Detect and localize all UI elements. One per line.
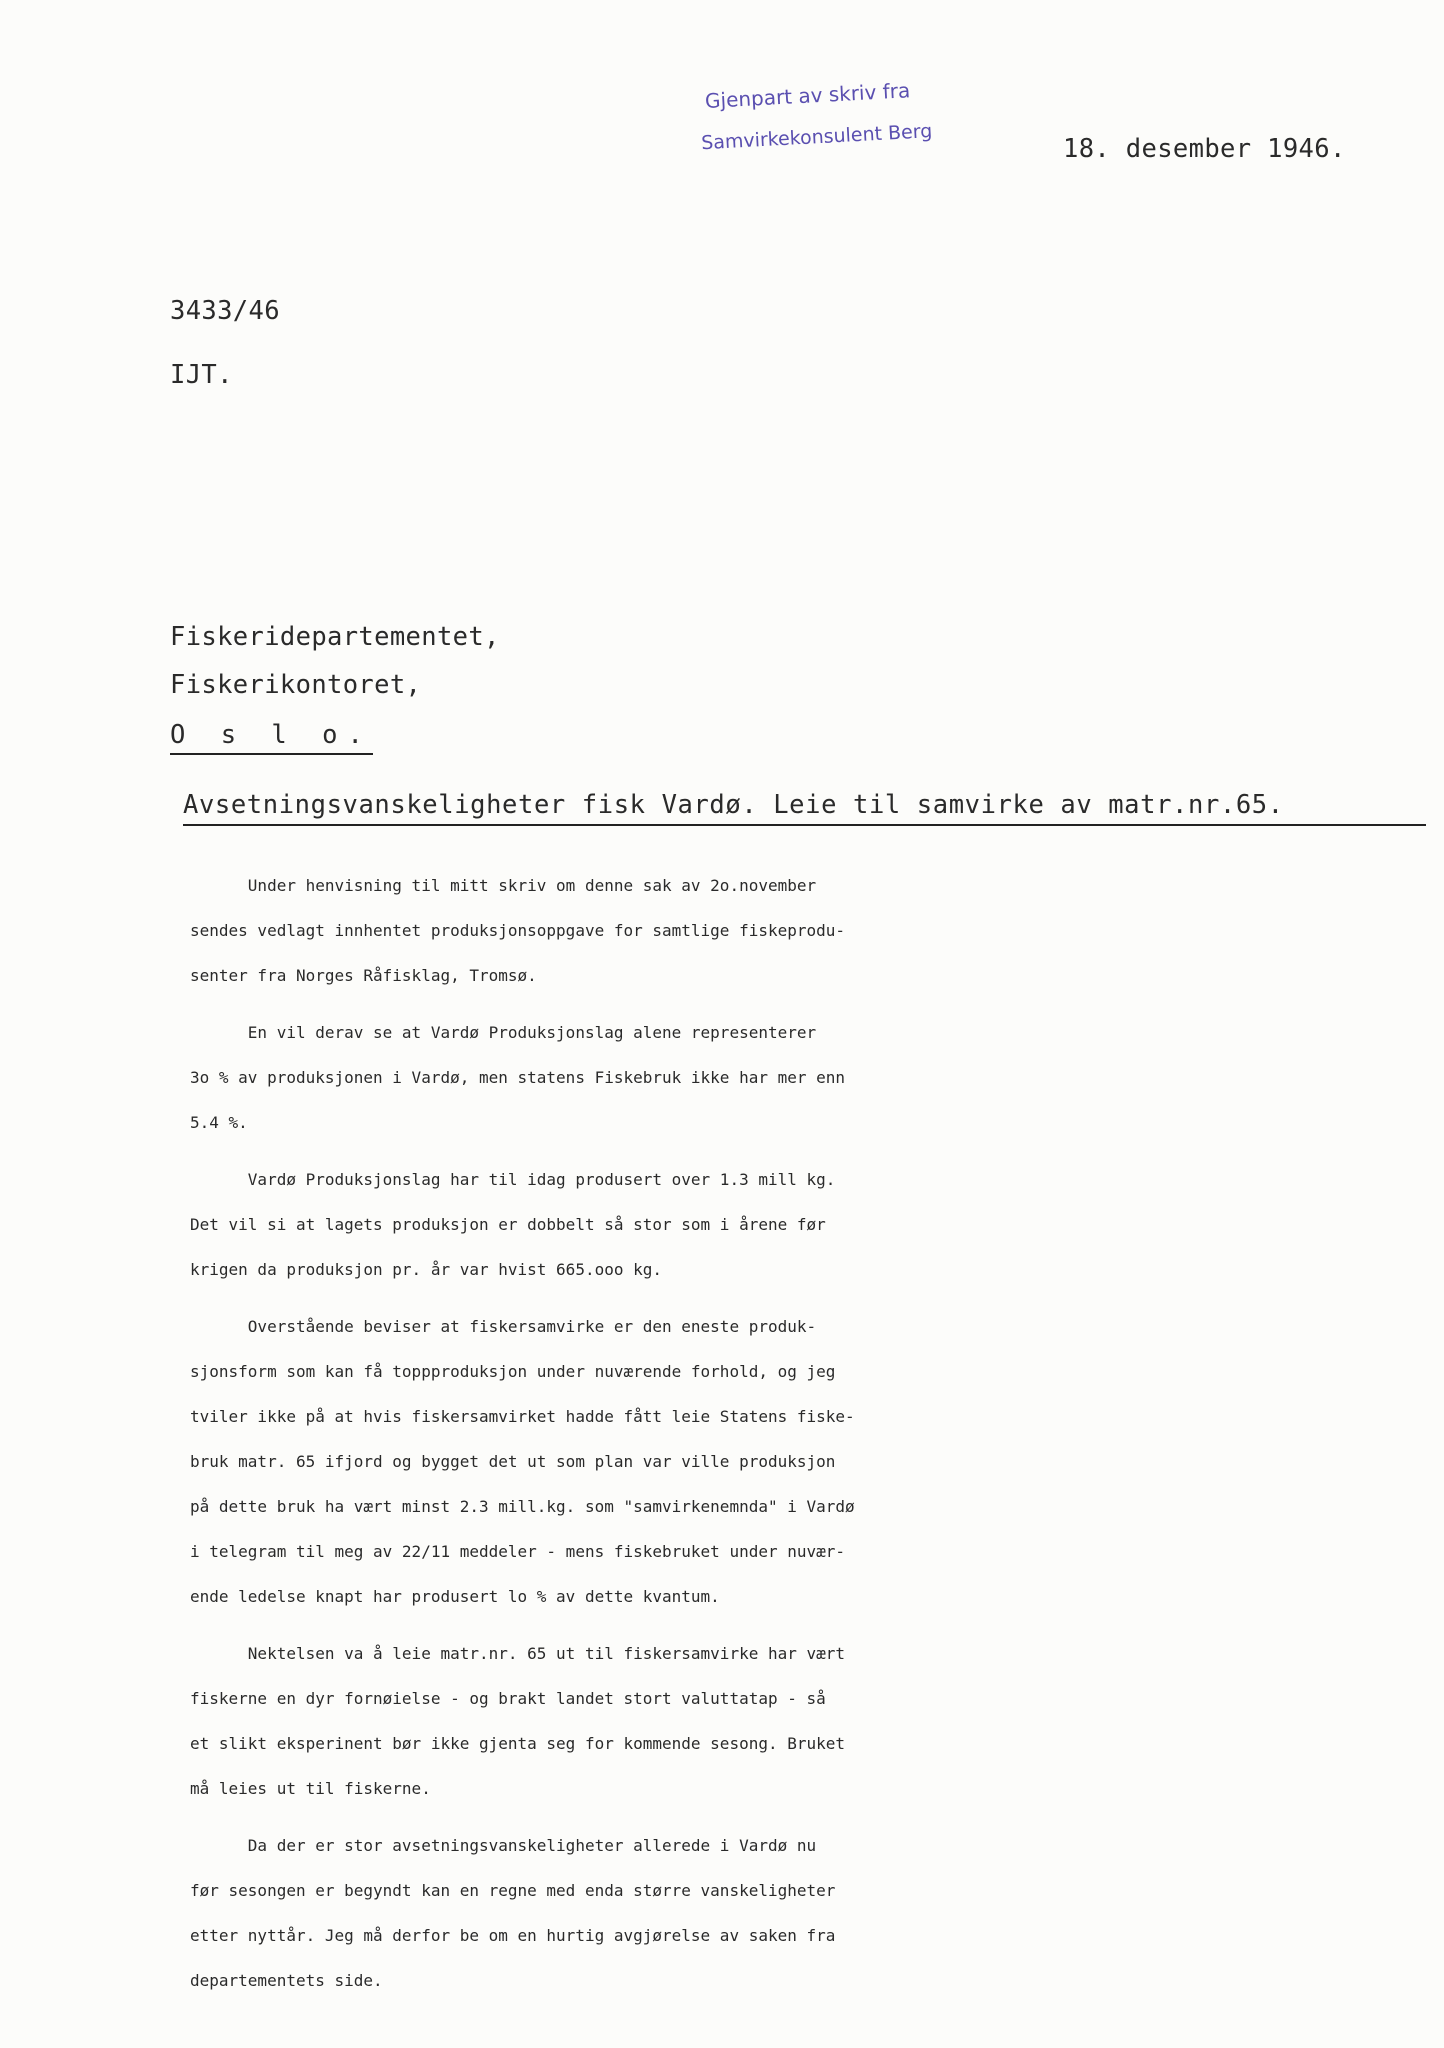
body-line: et slikt eksperinent bør ikke gjenta seg for kommende sesong. Bruket: [190, 1734, 846, 1753]
paragraph-1: [190, 876, 1430, 1011]
stamp-line-2: Samvirkekonsulent Berg: [700, 120, 933, 155]
body-line: 3o % av produksjonen i Vardø, men statens Fiskebruk ikke har mer enn: [190, 1068, 846, 1087]
body-line: før sesongen er begyndt kan en regne med enda større vanskeligheter: [190, 1881, 836, 1900]
stamp-line-1: Gjenpart av skriv fra: [704, 78, 911, 113]
subject-line: Avsetningsvanskeligheter fisk Vardø. Leie til samvirke av matr.nr.65.: [183, 790, 1426, 826]
body-line: krigen da produksjon pr. år var hvist 665.ooo kg.: [190, 1260, 663, 1279]
body-line: Overstående beviser at fiskersamvirke er den eneste produk-: [190, 1317, 817, 1336]
body-line: Vardø Produksjonslag har til idag produsert over 1.3 mill kg.: [190, 1170, 836, 1189]
body-line: må leies ut til fiskerne.: [190, 1779, 431, 1798]
body-line: sendes vedlagt innhentet produksjonsoppgave for samtlige fiskeprodu-: [190, 921, 846, 940]
body-line: bruk matr. 65 ifjord og bygget det ut som plan var ville produksjon: [190, 1452, 836, 1471]
paragraph-2: [190, 1023, 1430, 1158]
paragraph-3: [190, 1170, 1430, 1305]
recipient-city-text: O s l o.: [170, 720, 373, 755]
reference-number: 3433/46: [170, 296, 280, 326]
letter-date: 18. desember 1946.: [1063, 134, 1346, 164]
sender-initials: IJT.: [170, 360, 233, 390]
body-line: i telegram til meg av 22/11 meddeler - mens fiskebruket under nuvær-: [190, 1542, 846, 1561]
body-line: tviler ikke på at hvis fiskersamvirket hadde fått leie Statens fiske-: [190, 1407, 855, 1426]
body-line: Da der er stor avsetningsvanskeligheter allerede i Vardø nu: [190, 1836, 817, 1855]
body-line: ende ledelse knapt har produsert lo % av dette kvantum.: [190, 1587, 720, 1606]
recipient-line-2: Fiskerikontoret,: [170, 670, 422, 700]
body-line: Nektelsen va å leie matr.nr. 65 ut til fiskersamvirke har vært: [190, 1644, 846, 1663]
body-line: Det vil si at lagets produksjon er dobbelt så stor som i årene før: [190, 1215, 826, 1234]
recipient-city: [170, 720, 373, 750]
body-line: Under henvisning til mitt skriv om denne sak av 2o.november: [190, 876, 817, 895]
paragraph-5: [190, 1644, 1430, 1824]
body-line: sjonsform som kan få toppproduksjon under nuværende forhold, og jeg: [190, 1362, 836, 1381]
body-line: fiskerne en dyr fornøielse - og brakt landet stort valuttatap - så: [190, 1689, 826, 1708]
recipient-line-1: Fiskeridepartementet,: [170, 622, 500, 652]
paragraph-6: [190, 1836, 1430, 2016]
body-line: på dette bruk ha vært minst 2.3 mill.kg. som "samvirkenemnda" i Vardø: [190, 1497, 855, 1516]
body-line: etter nyttår. Jeg må derfor be om en hurtig avgjørelse av saken fra: [190, 1926, 836, 1945]
letter-body: [190, 876, 1430, 2028]
paragraph-4: [190, 1317, 1430, 1632]
body-line: En vil derav se at Vardø Produksjonslag alene representerer: [190, 1023, 817, 1042]
body-line: 5.4 %.: [190, 1113, 248, 1132]
body-line: senter fra Norges Råfisklag, Tromsø.: [190, 966, 537, 985]
copy-stamp: [698, 68, 942, 164]
body-line: departementets side.: [190, 1971, 383, 1990]
